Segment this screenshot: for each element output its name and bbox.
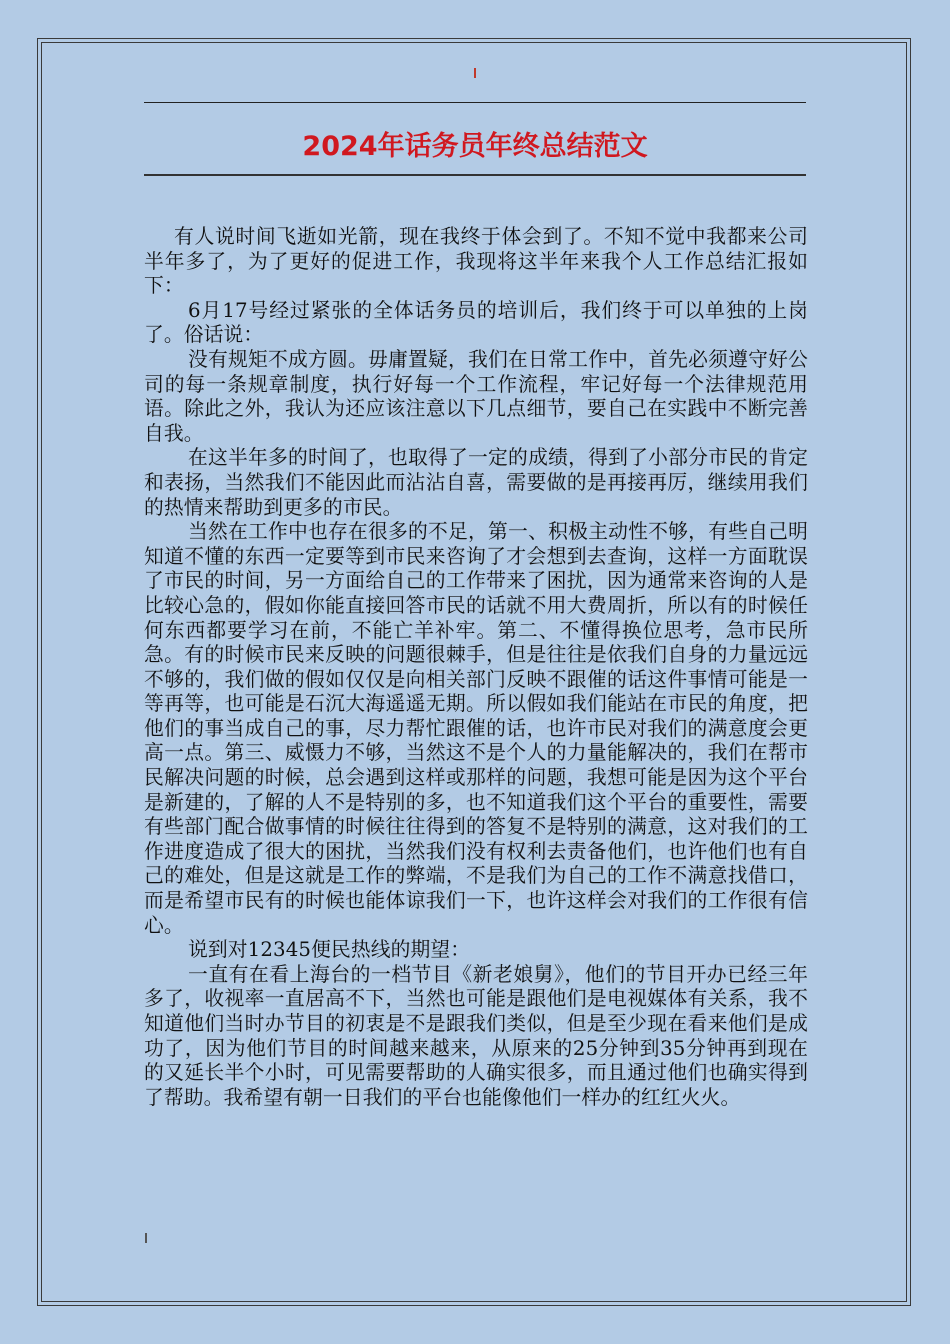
paragraph: 当然在工作中也存在很多的不足，第一、积极主动性不够，有些自己明知道不懂的东西一定要等到市民来咨询了才会想到去查询，这样一方面耽误了市民的时间，另一方面给自己的工作带来了困扰，因为通常来咨询的人是比较心急的，假如你能直接回答市民的话就不用大费周折，所以有的时候任何东西都要学习在前，不能亡羊补牢。第二、不懂得换位思考，急市民所急。有的时候市民来反映的问题很棘手，但是往往是依我们自身的力量远远不够的，我们做的假如仅仅是向相关部门反映不跟催的话这件事情可能是一等再等，也可能是石沉大海遥遥无期。所以假如我们能站在市民的角度，把他们的事当成自己的事，尽力帮忙跟催的话，也许市民对我们的满意度会更高一点。第三、威慑力不够，当然这不是个人的力量能解决的，我们在帮市民解决问题的时候，总会遇到这样或那样的问题，我想可能是因为这个平台是新建的，了解的人不是特别的多，也不知道我们这个平台的重要性，需要有些部门配合做事情的时候往往得到的答复不是特别的满意，这对我们的工作进度造成了很大的困扰，当然我们没有权利去责备他们，也许他们也有自己的难处，但是这就是工作的弊端，不是我们为自己的工作不满意找借口，而是希望市民有的时候也能体谅我们一下，也许这样会对我们的工作很有信心。 [144, 520, 808, 937]
header-rule [144, 102, 806, 103]
paragraph: 在这半年多的时间了，也取得了一定的成绩，得到了小部分市民的肯定和表扬，当然我们不能因此而沾沾自喜，需要做的是再接再厉，继续用我们的热情来帮助到更多的市民。 [144, 446, 808, 519]
document-title: 2024年话务员年终总结范文 [302, 131, 648, 162]
title-rule [144, 174, 806, 176]
paragraph: 有人说时间飞逝如光箭，现在我终于体会到了。不知不觉中我都来公司半年多了，为了更好的促进工作，我现将这半年来我个人工作总结汇报如下： [144, 225, 808, 298]
header-marker [474, 68, 476, 78]
paragraph: 一直有在看上海台的一档节目《新老娘舅》，他们的节目开办已经三年多了，收视率一直居高不下，当然也可能是跟他们是电视媒体有关系，我不知道他们当时办节目的初衷是不是跟我们类似，但是至少现在看来他们是成功了，因为他们节目的时间越来越来，从原来的25分钟到35分钟再到现在的又延长半个小时，可见需要帮助的人确实很多，而且通过他们也确实得到了帮助。我希望有朝一日我们的平台也能像他们一样办的红红火火。 [144, 962, 808, 1109]
document-body [144, 225, 808, 1110]
footer-marker [145, 1233, 147, 1243]
paragraph: 没有规矩不成方圆。毋庸置疑，我们在日常工作中，首先必须遵守好公司的每一条规章制度，执行好每一个工作流程，牢记好每一个法律规范用语。除此之外，我认为还应该注意以下几点细节，要自己在实践中不断完善自我。 [144, 347, 808, 445]
paragraph: 说到对12345便民热线的期望： [188, 938, 471, 962]
paragraph: 6月17号经过紧张的全体话务员的培训后，我们终于可以单独的上岗了。俗话说： [144, 298, 808, 347]
